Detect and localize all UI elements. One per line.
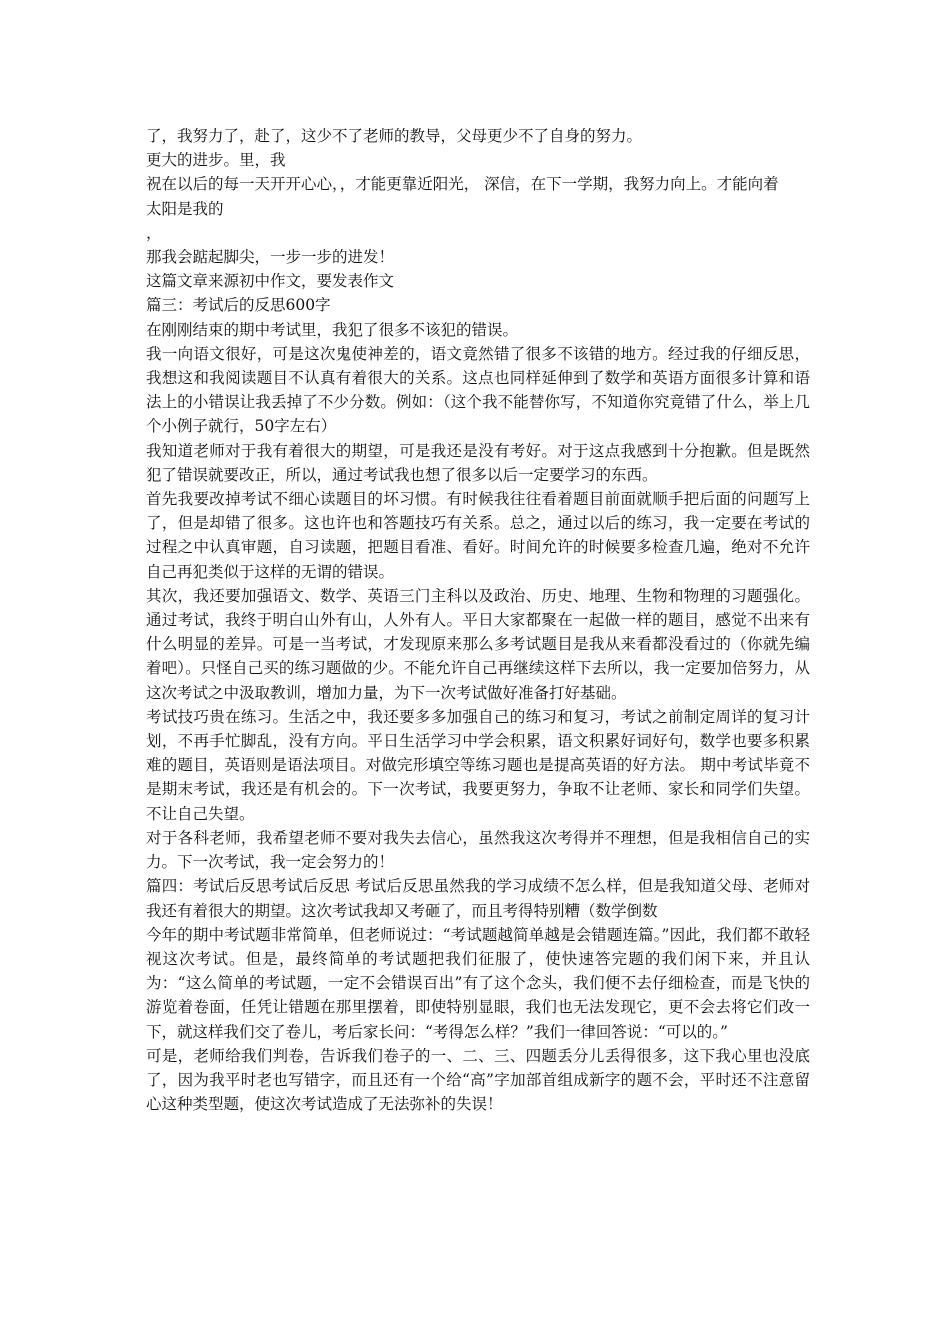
paragraph: 我一向语文很好，可是这次鬼使神差的，语文竟然错了很多不该错的地方。经过我的仔细反思，我想这和我阅读题目不认真有着很大的关系。这点也同样延伸到了数学和英语方面很多计算和语法上的小错误让我丢掉了不少分数。例如：（这个我不能替你写，不知道你究竟错了什么，举上几个小例子就行，50字左右） [146, 344, 810, 436]
paragraph: 对于各科老师，我希望老师不要对我失去信心，虽然我这次考得并不理想，但是我相信自己的实力。下一次考试，我一定会努力的！ [146, 828, 810, 872]
paragraph: 我知道老师对于我有着很大的期望，可是我还是没有考好。对于这点我感到十分抱歉。但是既然犯了错误就要改正，所以，通过考试我也想了很多以后一定要学习的东西。 [146, 441, 810, 484]
section-heading: 篇四：考试后反思考试后反思 考试后反思虽然我的学习成绩不怎么样，但是我知道父母、老师对我还有着很大的期望。这次考试我却又考砸了，而且考得特别糟（数学倒数 [146, 877, 810, 920]
paragraph: 今年的期中考试题非常简单，但老师说过：“考试题越简单越是会错题连篇。”因此，我们都不敢轻视这次考试。但是，最终简单的考试题把我们征服了，使快速答完题的我们闲下来，并且认为：“这么简单的考试题，一定不会错误百出”有了这个念头，我们便不去仔细检查，而是飞快的游览着卷面，任凭让错题在那里摆着，即使特别显眼，我们也无法发现它，更不会去将它们改一下，就这样我们交了卷儿，考后家长问：“考得怎么样？”我们一律回答说：“可以的。” [146, 925, 810, 1041]
section-heading: 篇三：考试后的反思600字 [146, 296, 331, 315]
document-body [146, 124, 810, 1116]
paragraph: 这篇文章来源初中作文，要发表作文 [146, 272, 395, 291]
paragraph: 更大的进步。里，我 [146, 151, 286, 170]
paragraph: 那我会踮起脚尖，一步一步的进发！ [146, 248, 395, 267]
paragraph: 可是，老师给我们判卷，告诉我们卷子的一、二、三、四题丢分儿丢得很多，这下我心里也没底了，因为我平时老也写错字，而且还有一个给“高”字加部首组成新字的题不会，平时还不注意留心这种类型题，使这次考试造成了无法弥补的失误！ [146, 1046, 810, 1114]
paragraph: 考试技巧贵在练习。生活之中，我还要多多加强自己的练习和复习，考试之前制定周详的复习计划，不再手忙脚乱，没有方向。平日生活学习中学会积累，语文积累好词好句，数学也要多积累难的题目，英语则是语法项目。对做完形填空等练习题也是提高英语的好方法。 期中考试毕竟不是期末考试，我还是有机会的。下一次考试，我要更努力，争取不让老师、家长和同学们失望。不让自己失望。 [146, 707, 810, 823]
paragraph: 在刚刚结束的期中考试里，我犯了很多不该犯的错误。 [146, 320, 519, 339]
paragraph: 了，我努力了，赴了，这少不了老师的教导，父母更少不了自身的努力。 [146, 127, 643, 145]
paragraph: 太阳是我的 [146, 199, 224, 218]
paragraph: 其次，我还要加强语文、数学、英语三门主科以及政治、历史、地理、生物和物理的习题强化。通过考试，我终于明白山外有山，人外有人。平日大家都聚在一起做一样的题目，感觉不出来有什么明显的差异。可是一当考试，才发现原来那么多考试题目是我从来看都没看过的（你就先编着吧）。只怪自己买的练习题做的少。不能允许自己再继续这样下去所以，我一定要加倍努力，从这次考试之中汲取教训，增加力量，为下一次考试做好准备打好基础。 [146, 586, 810, 702]
paragraph: 首先我要改掉考试不细心读题目的坏习惯。有时候我往往看着题目前面就顺手把后面的问题写上了，但是却错了很多。这也许也和答题技巧有关系。总之，通过以后的练习，我一定要在考试的过程之中认真审题，自习读题，把题目看准、看好。时间允许的时候要多检查几遍，绝对不允许自己再犯类似于这样的无谓的错误。 [146, 490, 810, 581]
paragraph: ， [146, 223, 162, 242]
paragraph: 祝在以后的每一天开开心心，，才能更靠近阳光， 深信，在下一学期，我努力向上。才能向着 [146, 175, 779, 194]
